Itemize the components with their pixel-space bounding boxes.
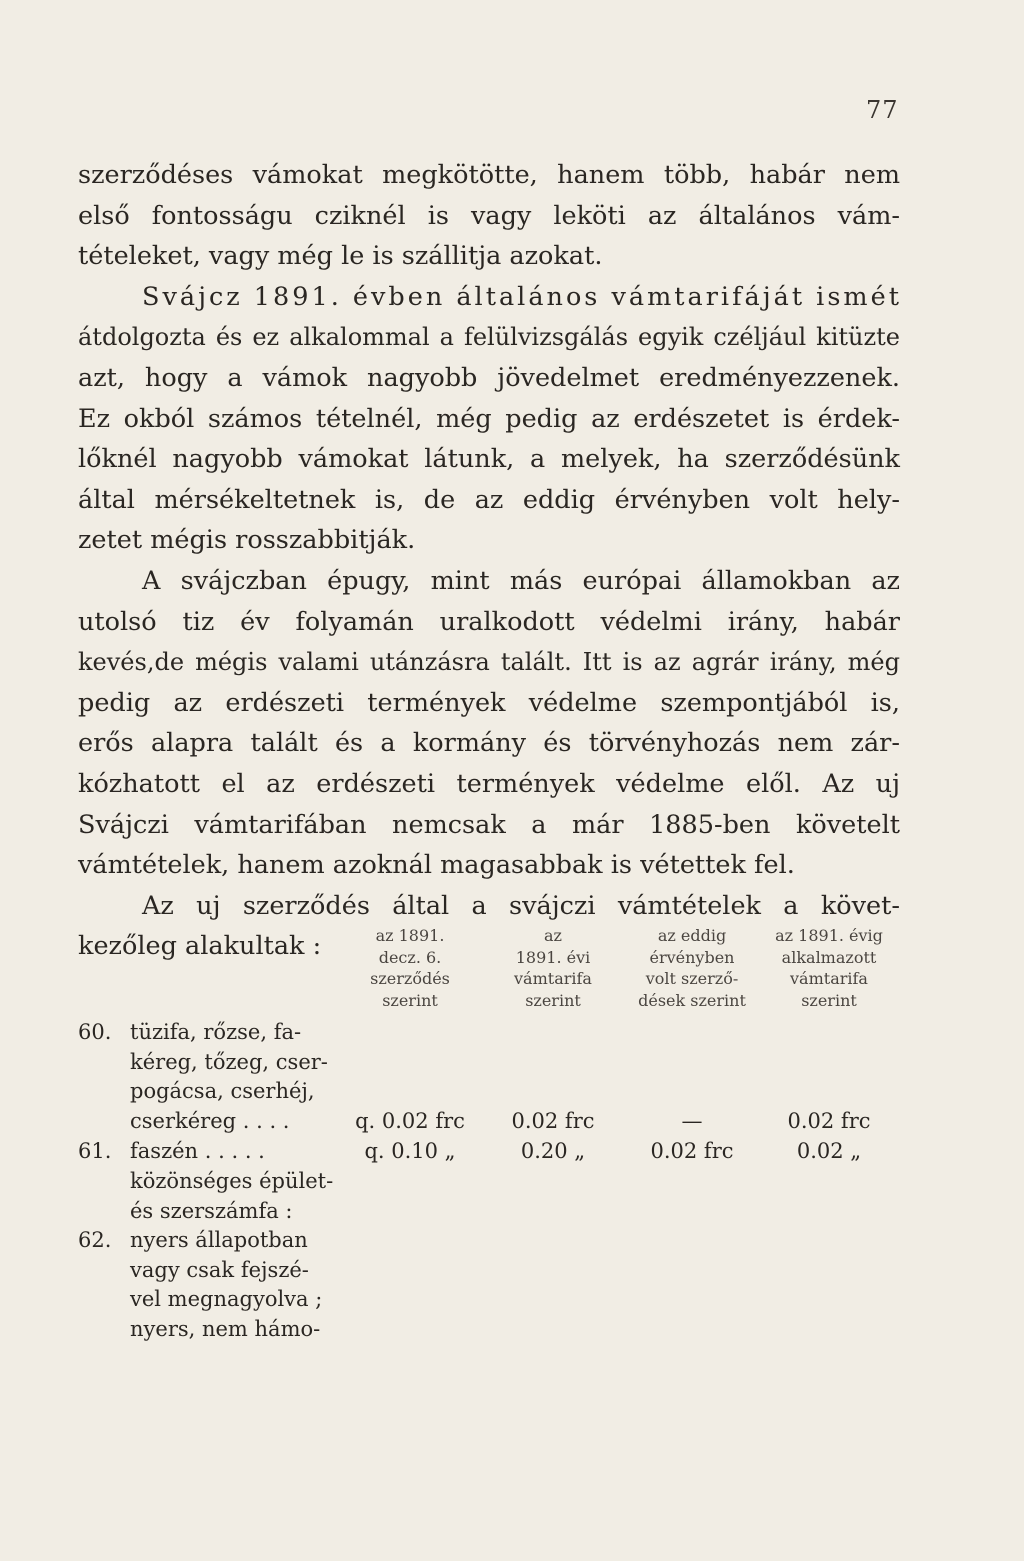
text-line: által mérsékeltetnek is, de az eddig érvényben volt hely-	[78, 484, 900, 515]
cell-value: 0.02 frc	[511, 1109, 595, 1133]
text-line: zetet mégis rosszabbitják.	[78, 525, 416, 556]
text-line: Az uj szerződés által a svájczi vámtételek a követ-	[142, 890, 900, 921]
text-line: első fontosságu cziknél is vagy leköti az általános vám-	[78, 200, 900, 231]
item-number: 60.	[78, 1020, 112, 1044]
table-row: közönséges épület- és szerszámfa :	[130, 1169, 334, 1223]
text-line: Svájcz 1891. évben általános vámtarifáját ismét	[142, 281, 902, 312]
item-number: 62.	[78, 1228, 112, 1252]
column-header-previous-contracts: az eddig érvényben volt szerző- dések szerint	[638, 926, 746, 1010]
table-row: 61. faszén . . . . .	[78, 1137, 340, 1167]
tariff-table	[78, 925, 900, 1405]
text-line: átdolgozta és ez alkalommal a felülvizsgálás egyik czéljául kitüzte	[78, 323, 900, 352]
text-line: utolsó tiz év folyamán uralkodott védelmi irány, habár	[78, 606, 900, 637]
body-paragraphs	[78, 155, 900, 967]
text-line: lőknél nagyobb vámokat látunk, a melyek, ha szerződésünk	[78, 444, 900, 475]
page-number: 77	[866, 96, 899, 124]
cell-value: q. 0.10 „	[364, 1139, 456, 1163]
column-header-1891-contract: az 1891. decz. 6. szerződés szerint	[370, 926, 450, 1010]
cell-value: 0.02 frc	[787, 1109, 871, 1133]
text-line: kezőleg alakultak :	[78, 931, 322, 962]
text-line: kózhatott el az erdészeti termények védelme elől. Az uj	[78, 768, 900, 799]
column-header-until-1891: az 1891. évig alkalmazott vámtarifa szerint	[775, 926, 883, 1010]
text-line: vámtételek, hanem azoknál magasabbak is vétettek fel.	[78, 850, 795, 881]
text-line: szerződéses vámokat megkötötte, hanem több, habár nem	[78, 160, 900, 190]
table-row: 60. tüzifa, rőzse, fa- kéreg, tőzeg, cser- pogácsa, cserhéj, cserkéreg . . . .	[78, 1020, 328, 1133]
text-line: tételeket, vagy még le is szállitja azokat.	[78, 241, 603, 272]
text-line: erős alapra talált és a kormány és törvényhozás nem zár-	[78, 728, 900, 759]
cell-value: 0.02 frc	[650, 1139, 734, 1163]
text-line: A svájczban épugy, mint más európai államokban az	[142, 565, 900, 596]
text-line: pedig az erdészeti termények védelme szempontjából is,	[78, 687, 900, 718]
cell-value: 0.02 „	[796, 1139, 862, 1163]
text-line: Svájczi vámtarifában nemcsak a már 1885-ben követelt	[78, 809, 900, 840]
cell-value: q. 0.02 frc	[355, 1109, 465, 1133]
column-header-1891-tariff: az 1891. évi vámtarifa szerint	[514, 926, 592, 1010]
text-line: azt, hogy a vámok nagyobb jövedelmet eredményezzenek.	[78, 362, 900, 393]
table-row: 62. nyers állapotban vagy csak fejszé- vel megnagyolva ; nyers, nem hámo-	[78, 1228, 323, 1341]
text-line: kevés,de mégis valami utánzásra talált. Itt is az agrár irány, még	[78, 648, 900, 677]
cell-value: 0.20 „	[520, 1139, 586, 1163]
text-line: Ez okból számos tételnél, még pedig az erdészetet is érdek-	[78, 403, 900, 434]
item-number: 61.	[78, 1139, 112, 1163]
cell-value: —	[681, 1109, 703, 1133]
